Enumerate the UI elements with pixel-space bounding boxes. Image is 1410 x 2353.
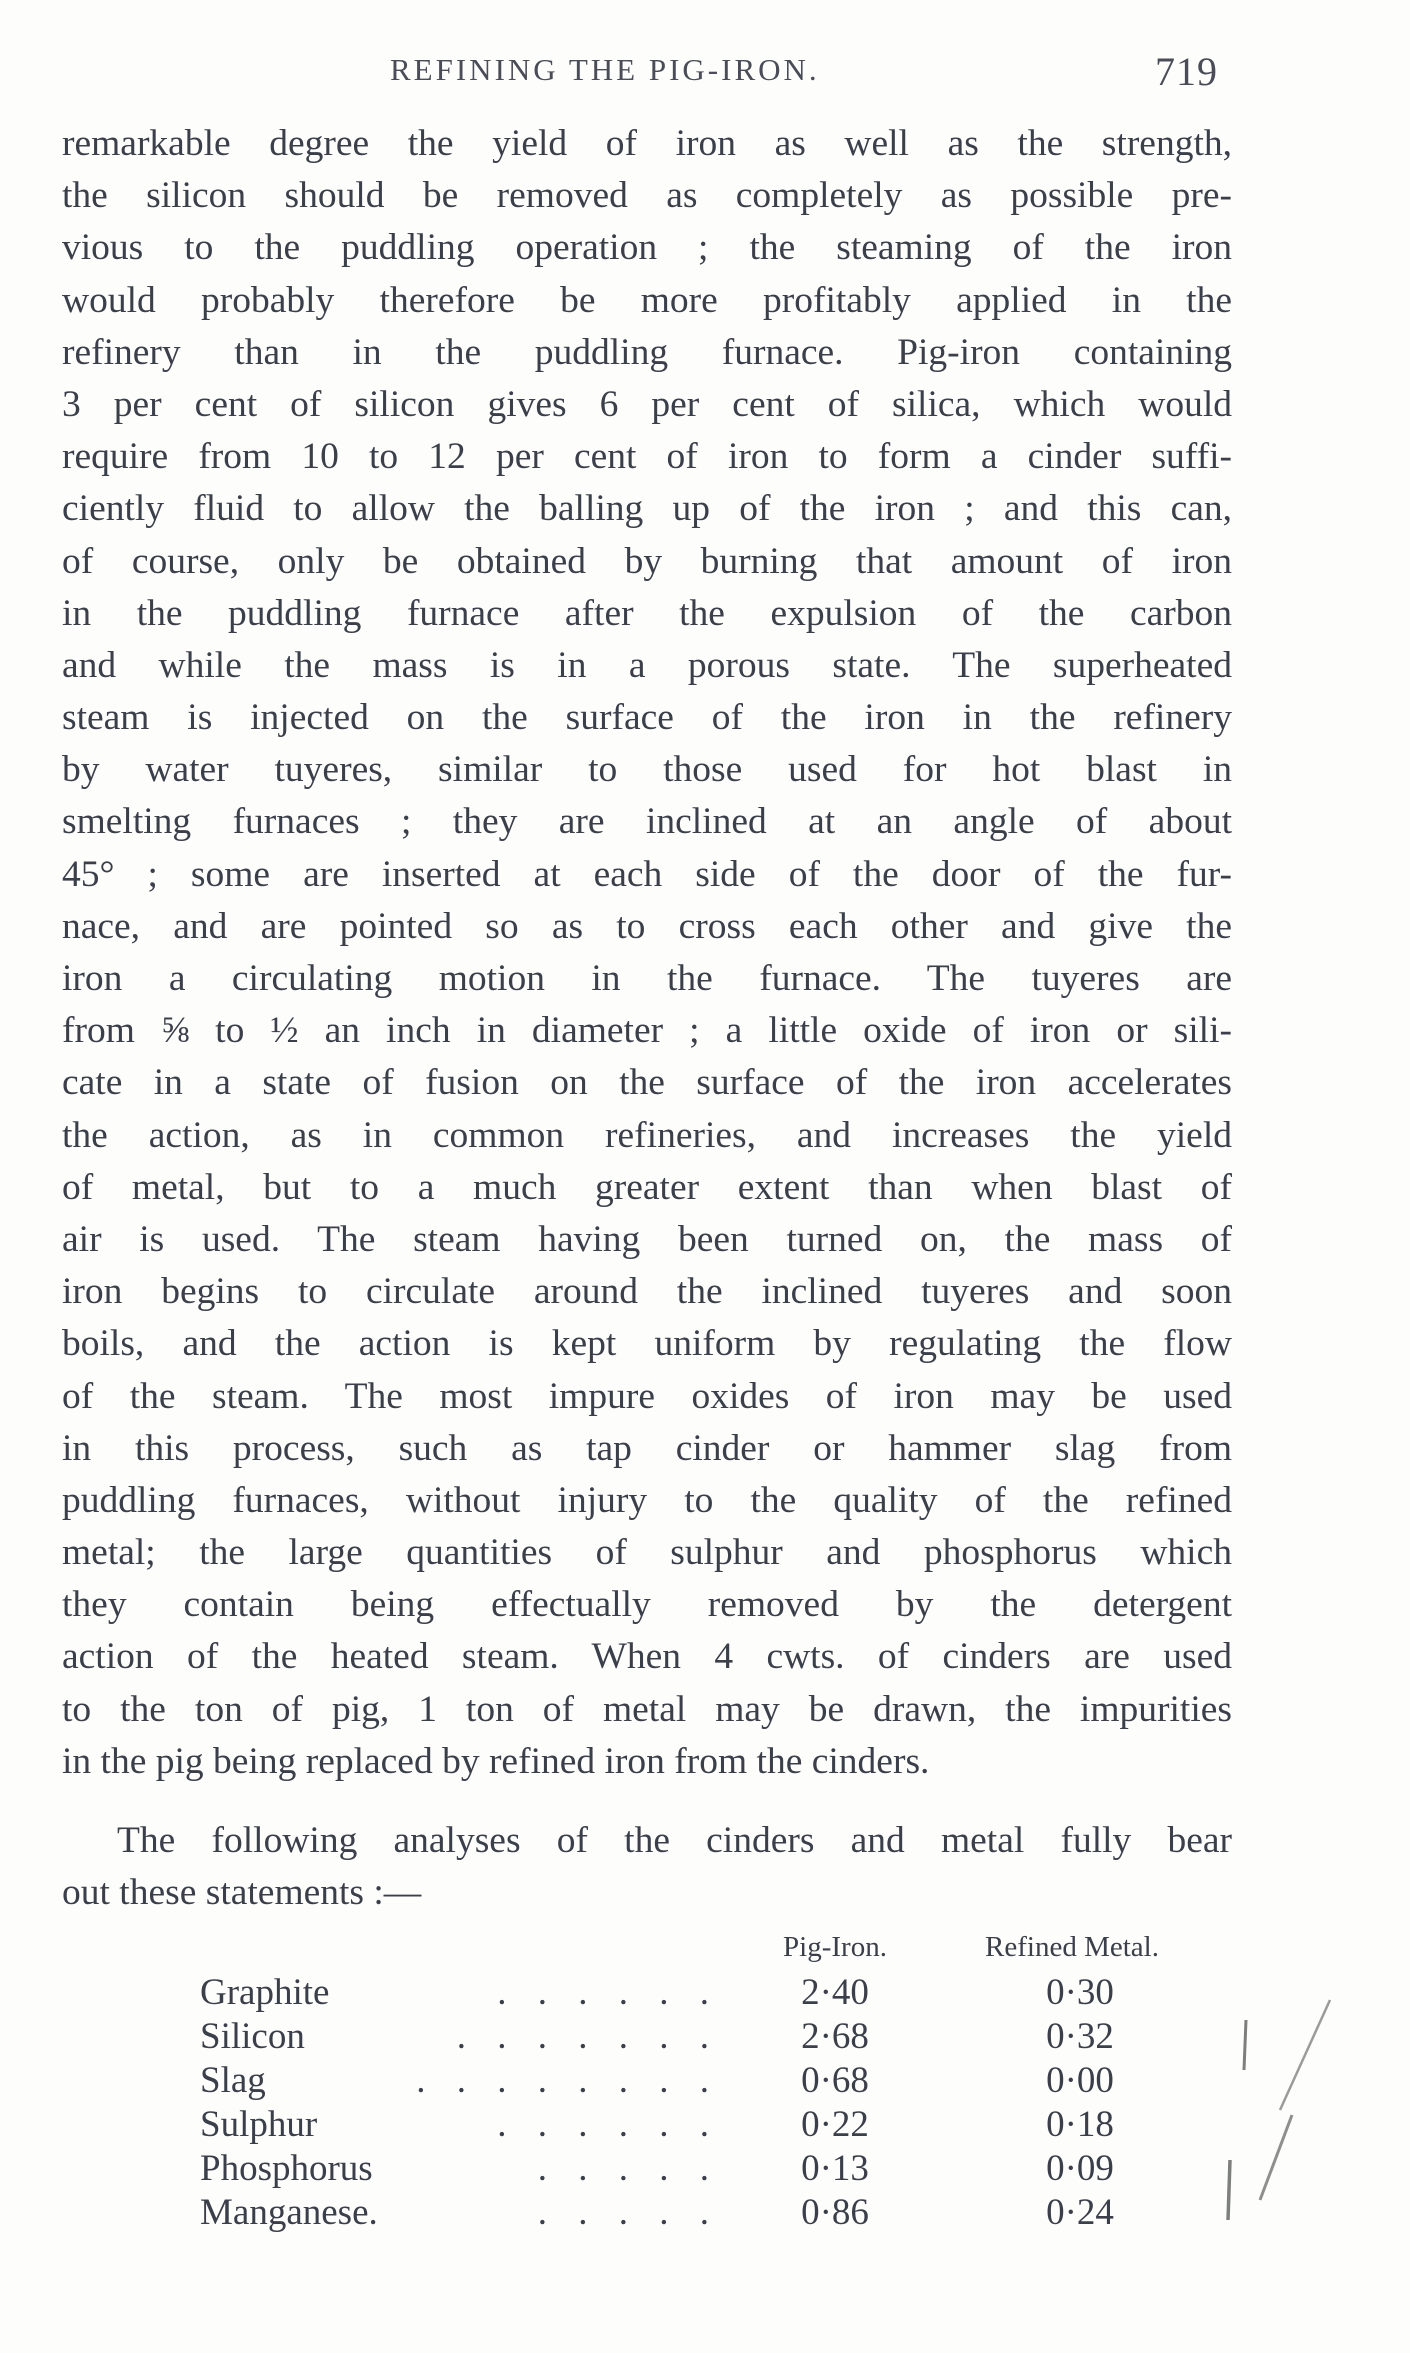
text-line: iron begins to circulate around the inclined tuyeres and soon	[62, 1271, 1232, 1313]
table-row	[200, 2191, 1200, 2235]
pig-iron-value: 0·22	[801, 2104, 869, 2145]
element-name: Manganese.	[200, 2192, 378, 2233]
element-name: Graphite	[200, 1972, 330, 2013]
pig-iron-value: 0·86	[801, 2192, 869, 2233]
text-line: and while the mass is in a porous state. The superheated	[62, 644, 1232, 686]
column-header-pig-iron: Pig-Iron.	[783, 1931, 887, 1963]
refined-metal-value: 0·30	[1046, 1972, 1114, 2013]
refined-metal-value: 0·32	[1046, 2016, 1114, 2057]
text-line: boils, and the action is kept uniform by regulating the flow	[62, 1323, 1232, 1365]
table-header-row	[200, 1925, 1200, 1971]
text-line: the silicon should be removed as completely as possible pre-	[62, 175, 1232, 217]
text-line: nace, and are pointed so as to cross each other and give the	[62, 905, 1232, 947]
text-line: ciently fluid to allow the balling up of the iron ; and this can,	[62, 488, 1232, 530]
analysis-table	[200, 1925, 1200, 2235]
pencil-stroke	[1280, 2000, 1330, 2110]
table-row	[200, 2103, 1200, 2147]
text-line: 3 per cent of silicon gives 6 per cent of silica, which would	[62, 383, 1232, 425]
leader-dots: . . . . . .	[497, 2104, 720, 2145]
text-line: remarkable degree the yield of iron as well as the strength,	[62, 123, 1232, 164]
text-line: metal; the large quantities of sulphur and phosphorus which	[62, 1532, 1232, 1574]
refined-metal-value: 0·18	[1046, 2104, 1114, 2145]
refined-metal-value: 0·24	[1046, 2192, 1114, 2233]
column-header-refined-metal: Refined Metal.	[985, 1931, 1159, 1963]
text-line: by water tuyeres, similar to those used for hot blast in	[62, 749, 1232, 791]
text-line: require from 10 to 12 per cent of iron to form a cinder suffi-	[62, 436, 1232, 478]
text-line: air is used. The steam having been turned on, the mass of	[62, 1218, 1232, 1260]
text-line: of the steam. The most impure oxides of iron may be used	[62, 1375, 1232, 1417]
text-line: iron a circulating motion in the furnace. The tuyeres are	[62, 958, 1232, 999]
text-line: smelting furnaces ; they are inclined at an angle of about	[62, 801, 1232, 843]
pencil-stroke	[1260, 2115, 1292, 2200]
text-line: steam is injected on the surface of the iron in the refinery	[62, 697, 1232, 739]
text-line: in this process, such as tap cinder or hammer slag from	[62, 1427, 1232, 1469]
text-line: puddling furnaces, without injury to the quality of the refined	[62, 1479, 1232, 1521]
pencil-stroke	[1228, 2160, 1230, 2220]
pig-iron-value: 0·68	[801, 2060, 869, 2101]
text-line: 45° ; some are inserted at each side of the door of the fur-	[62, 853, 1232, 895]
running-head: REFINING THE PIG-IRON.	[390, 52, 820, 87]
element-name: Sulphur	[200, 2104, 318, 2145]
leader-dots: . . . . . .	[497, 1972, 720, 2013]
text-line: they contain being effectually removed by the detergent	[62, 1584, 1232, 1626]
pencil-stroke	[1244, 2020, 1246, 2070]
text-line: in the puddling furnace after the expulsion of the carbon	[62, 592, 1232, 634]
text-line: out these statements :—	[62, 1872, 422, 1914]
table-row	[200, 2015, 1200, 2059]
text-line: vious to the puddling operation ; the steaming of the iron	[62, 227, 1232, 269]
refined-metal-value: 0·09	[1046, 2148, 1114, 2189]
element-name: Slag	[200, 2060, 266, 2101]
leader-dots: . . . . .	[537, 2192, 720, 2233]
text-line: The following analyses of the cinders and metal fully bear	[117, 1820, 1232, 1861]
pig-iron-value: 0·13	[801, 2148, 869, 2189]
pencil-marks	[1210, 1960, 1410, 2240]
element-name: Phosphorus	[200, 2148, 373, 2189]
body-paragraph	[62, 118, 1232, 1788]
table-row	[200, 2059, 1200, 2103]
text-line: the action, as in common refineries, and increases the yield	[62, 1114, 1232, 1156]
text-line: action of the heated steam. When 4 cwts. of cinders are used	[62, 1636, 1232, 1678]
table-row	[200, 2147, 1200, 2191]
table-intro-paragraph	[62, 1815, 1232, 1919]
leader-dots: . . . . .	[537, 2148, 720, 2189]
table-row	[200, 1971, 1200, 2015]
pig-iron-value: 2·40	[801, 1972, 869, 2013]
leader-dots: . . . . . . . .	[416, 2060, 720, 2101]
text-line: of course, only be obtained by burning that amount of iron	[62, 540, 1232, 582]
text-line: would probably therefore be more profitably applied in the	[62, 279, 1232, 321]
refined-metal-value: 0·00	[1046, 2060, 1114, 2101]
leader-dots: . . . . . . .	[456, 2016, 720, 2057]
element-name: Silicon	[200, 2016, 305, 2057]
text-line: to the ton of pig, 1 ton of metal may be drawn, the impurities	[62, 1688, 1232, 1730]
text-line: in the pig being replaced by refined iron from the cinders.	[62, 1740, 930, 1782]
page-number: 719	[1155, 49, 1218, 94]
text-line: refinery than in the puddling furnace. Pig-iron containing	[62, 331, 1232, 373]
text-line: from ⅝ to ½ an inch in diameter ; a little oxide of iron or sili-	[62, 1010, 1232, 1052]
text-line: of metal, but to a much greater extent than when blast of	[62, 1166, 1232, 1208]
pig-iron-value: 2·68	[801, 2016, 869, 2057]
text-line: cate in a state of fusion on the surface of the iron accelerates	[62, 1062, 1232, 1104]
